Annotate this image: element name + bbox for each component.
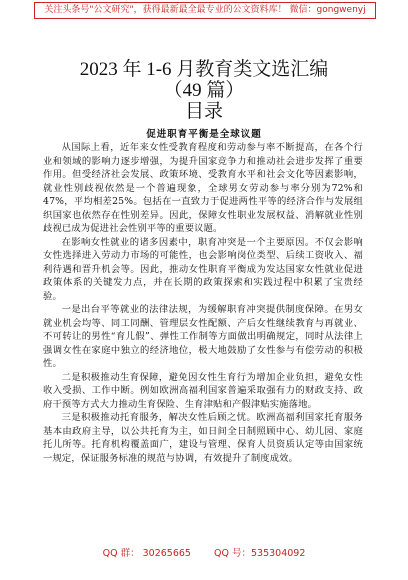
document-count: （49 篇） xyxy=(163,80,245,101)
qq-group-text: QQ 群： 30265665 xyxy=(102,548,191,559)
document-title: 2023 年 1-6 月教育类文选汇编 xyxy=(79,59,329,80)
paragraph: 二是积极推动生育保障，避免因女性生育行为增加企业负担，避免女性收入受损、工作中断。例如欧洲高福利国家普遍采取强有力的财政支持、政府干预等方式大力推动生育保险、生育津贴和产假津贴实施落地。 xyxy=(43,371,363,410)
paragraph: 从国际上看，近年来女性受教育程度和劳动参与率不断提高，在各个行业和领域的影响力逐步增强，为提升国家竞争力和推动社会进步发挥了重要作用。但受经济社会发展、政策环境、受教育水平和社会文化等因素影响，就业性别歧视依然是一个普遍现象，全球男女劳动参与率分别为72%和47%，平均相差25%。包括在一直致力于促进两性平等的经济合作与发展组织国家也依然存在性别差异。因此，保障女性职业发展权益、消解就业性别歧视已成为促进社会性别平等的重要议题。 xyxy=(43,142,363,234)
qq-number-text: QQ 号：535304092 xyxy=(214,548,306,559)
paragraph: 在影响女性就业的诸多因素中，职育冲突是一个主要原因。不仅会影响女性选择进入劳动力市场的可能性，也会影响岗位类型、后续工资收入、福利待遇和晋升机会等。因此，推动女性职育平衡成为发达国家女性就业促进政策体系的关键发力点，并在长期的政策探索和实践过程中积累了宝贵经验。 xyxy=(43,236,363,302)
paragraph: 一是出台平等就业的法律法规，为缓解职育冲突提供制度保障。在男女就业机会均等、同工同酬、管理层女性配额、产后女性继续教育与再就业、不可转让的男性“育儿假”、弹性工作制等方面做出明确规定，同时从法律上强调女性在家庭中独立的经济地位，极大地鼓励了女性参与有偿劳动的积极性。 xyxy=(43,304,363,369)
article-title: 促进职育平衡是全球议题 xyxy=(146,129,262,140)
paragraph: 三是积极推动托育服务，解决女性后顾之忧。欧洲高福利国家托育服务基本由政府主导，以公共托育为主，如日间全日制照顾中心、幼儿园、家庭托儿所等。托育机构覆盖面广，建设与管理、保育人员资质认定等由国家统一规定，保证服务标准的规范与协调，有效提升了制度成效。 xyxy=(43,412,363,464)
footer-contact xyxy=(0,545,408,559)
toc-heading: 目录 xyxy=(184,101,223,122)
top-banner: 关注头条号"公文研究"，获得最新最全最专业的公文资料库！ 微信：gongwenyj xyxy=(34,2,376,19)
article-body xyxy=(43,141,363,465)
